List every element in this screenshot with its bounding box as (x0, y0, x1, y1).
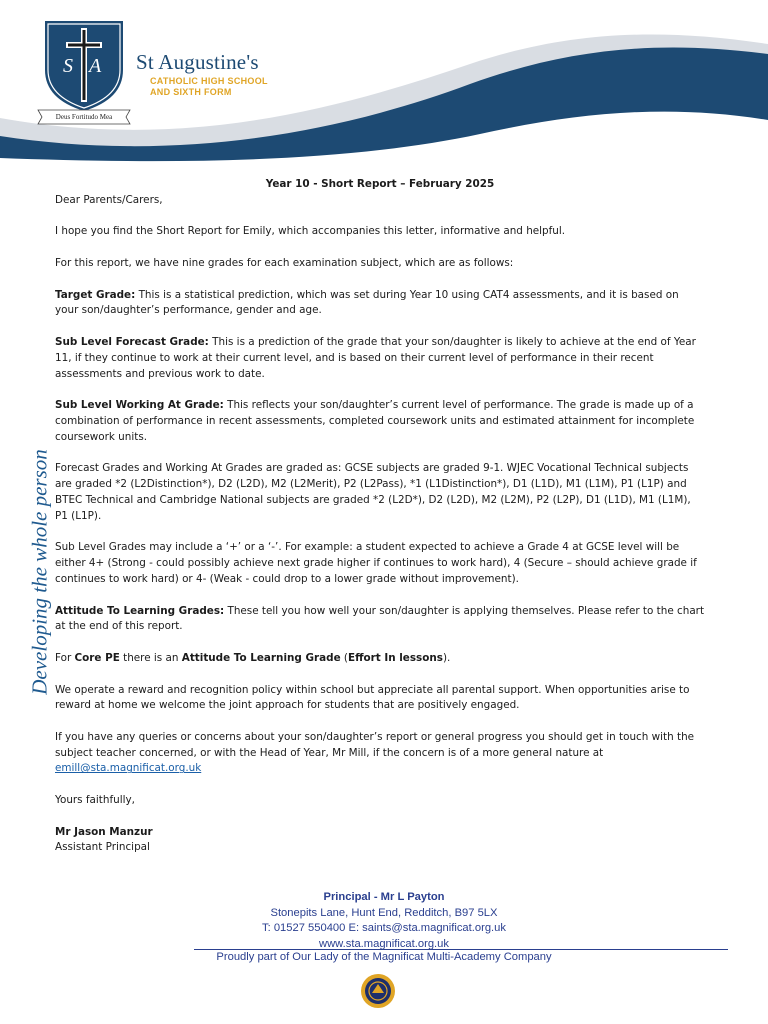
footer-website[interactable]: www.sta.magnificat.org.uk (319, 937, 449, 950)
signoff: Yours faithfully, (55, 794, 135, 807)
letter-body (55, 177, 705, 856)
school-crest-logo (42, 18, 126, 114)
working-grade-label: Sub Level Working At Grade: (55, 399, 224, 412)
footer-principal: Principal - Mr L Payton (323, 891, 445, 903)
pe-effort-label: Effort In lessons (347, 651, 443, 664)
queries-paragraph (55, 730, 705, 777)
forecast-grade-label: Sub Level Forecast Grade: (55, 335, 209, 348)
attitude-paragraph (55, 604, 705, 636)
school-name: St Augustine's (136, 50, 259, 74)
attitude-label: Attitude To Learning Grades: (55, 604, 225, 617)
grades-intro-paragraph: For this report, we have nine grades for each examination subject, which are as follows: (55, 256, 514, 269)
head-of-year-email-link[interactable]: emill@sta.magnificat.org.uk (55, 762, 202, 775)
school-subtitle-line2: AND SIXTH FORM (150, 87, 232, 97)
school-motto: Deus Fortitudo Mea (55, 113, 113, 121)
core-pe-label: Core PE (74, 651, 120, 664)
forecast-grade-paragraph (55, 335, 705, 382)
pe-paren-open: ( (340, 651, 348, 664)
queries-text: If you have any queries or concerns about your son/daughter’s report or general progress you should get in touch with the subject teacher concerned, or with the Head of Year, Mr Mill, if the concern is of a more general nature at (55, 730, 695, 759)
school-subtitle-line1: CATHOLIC HIGH SCHOOL (150, 76, 268, 86)
greeting: Dear Parents/Carers, (55, 193, 163, 206)
footer-trust-line: Proudly part of Our Lady of the Magnificat Multi-Academy Company (216, 951, 552, 963)
pe-text-pre: For (55, 651, 75, 664)
forecast-grade-text: This is a prediction of the grade that your son/daughter is likely to achieve at the end of Year 11, if they continue to work at their current level, and is based on their current level of performance in their recent assessments and previous work to date. (55, 335, 696, 380)
side-tagline: Developing the whole person (27, 449, 52, 695)
pe-paren-close: ). (442, 651, 451, 664)
reward-paragraph: We operate a reward and recognition policy within school but appreciate all parental support. When opportunities arise to reward at home we welcome the joint approach for students that are positively engaged. (55, 683, 690, 712)
signer-name (55, 825, 705, 841)
letter-footer (0, 890, 768, 952)
footer-contact: T: 01527 550400 E: saints@sta.magnificat.org.uk (262, 922, 506, 934)
working-grade-text: This reflects your son/daughter’s current level of performance. The grade is made up of a combination of performance in recent assessments, completed coursework units and estimated attainment for incomplete coursework units. (55, 399, 695, 443)
letter-title: Year 10 - Short Report – February 2025 (265, 178, 495, 190)
footer-address: Stonepits Lane, Hunt End, Redditch, B97 5LX (270, 906, 498, 919)
svg-text:A: A (89, 55, 102, 77)
trust-logo-icon (360, 973, 396, 1009)
signer-role: Assistant Principal (55, 841, 150, 854)
svg-text:S: S (63, 55, 73, 77)
attitude-text: These tell you how well your son/daughter is applying themselves. Please refer to the chart at the end of this report. (55, 604, 705, 633)
working-grade-paragraph (55, 398, 705, 445)
grading-scheme-paragraph: Forecast Grades and Working At Grades are graded as: GCSE subjects are graded 9-1. WJEC Vocational Technical subjects are graded *2 (L2Distinction*), D2 (L2D), M2 (L2Merit), P2 (L2Pass), *1 (L1Distinction*), D1 (L1D), M1 (L1M), P1 (L1P) and BTEC Technical and Cambridge National subjects are graded *2 (L2D*), D2 (L2D), M2 (L2M), P2 (L2P), D1 (L1D), M1 (L1M), P1 (L1P). (55, 462, 691, 522)
target-grade-text: This is a statistical prediction, which was set during Year 10 using CAT4 assessments, and it is based on your son/daughter’s performance, gender and age. (55, 288, 679, 317)
target-grade-label: Target Grade: (55, 288, 136, 301)
signer-name-text: Mr Jason Manzur (55, 825, 153, 838)
core-pe-paragraph (55, 651, 705, 667)
pe-grade-label: Attitude To Learning Grade (181, 651, 341, 664)
sublevel-paragraph: Sub Level Grades may include a ‘+’ or a ‘-’. For example: a student expected to achieve a Grade 4 at GCSE level will be either 4+ (Strong - could possibly achieve next grade higher if continues to work hard), 4 (Secure – should achieve grade if continues to work hard) or 4- (Weak - could drop to a lower grade without improvement). (55, 541, 697, 585)
letterhead (0, 0, 768, 170)
intro-paragraph: I hope you find the Short Report for Emily, which accompanies this letter, informative and helpful. (55, 225, 566, 238)
school-subtitle (150, 76, 268, 98)
target-grade-paragraph (55, 288, 705, 320)
pe-text-mid: there is an (119, 651, 182, 664)
